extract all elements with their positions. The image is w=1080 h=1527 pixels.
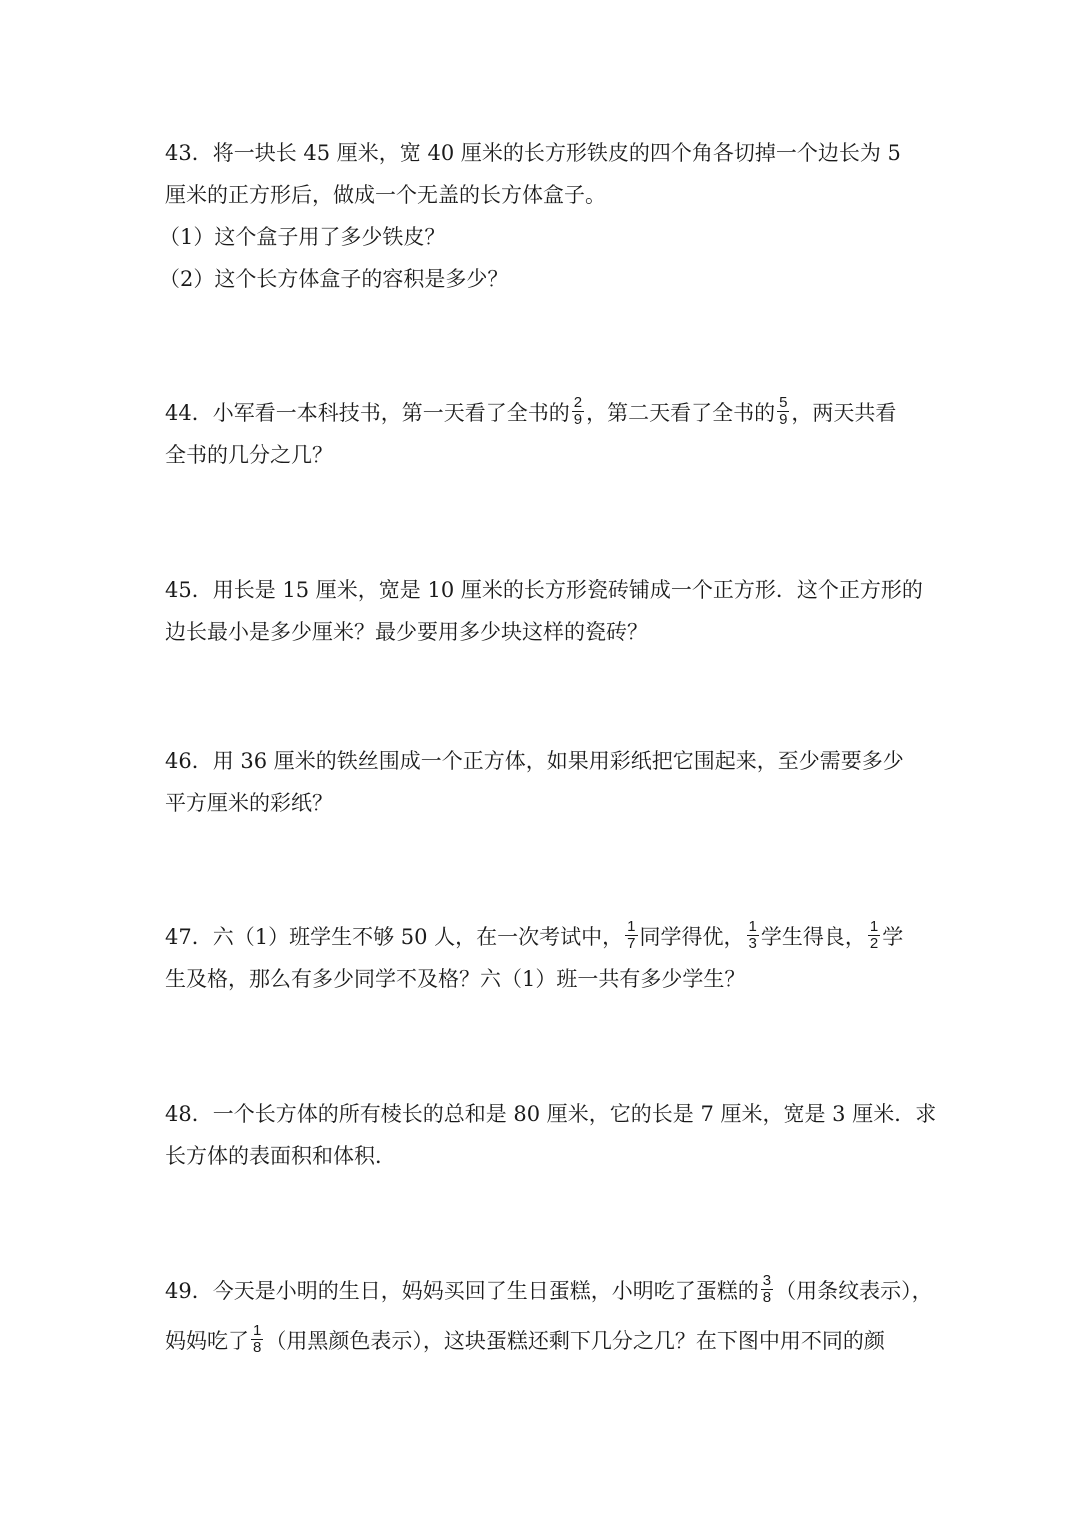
question-45-line-1: 45．用长是 15 厘米，宽是 10 厘米的长方形瓷砖铺成一个正方形．这个正方形的 xyxy=(165,578,923,602)
question-47-text-d: 学 xyxy=(882,925,904,949)
question-49-line-1 xyxy=(165,1270,933,1312)
question-44 xyxy=(165,392,925,476)
fraction-numerator: 5 xyxy=(779,394,788,411)
fraction-numerator: 1 xyxy=(627,918,636,935)
question-43 xyxy=(159,132,925,300)
question-44-line-1 xyxy=(165,392,925,434)
question-46-line-1: 46．用 36 厘米的铁丝围成一个正方体，如果用彩纸把它围起来，至少需要多少 xyxy=(165,749,904,773)
question-47-line-1 xyxy=(165,916,925,958)
question-43-sub-2: （2）这个长方体盒子的容积是多少？ xyxy=(159,267,509,291)
question-44-line-2: 全书的几分之几？ xyxy=(165,443,333,467)
fraction xyxy=(761,1273,773,1306)
question-44-text-a: 44．小军看一本科技书，第一天看了全书的 xyxy=(165,401,570,425)
fraction-denominator: 9 xyxy=(779,411,788,428)
fraction-denominator: 2 xyxy=(869,935,879,952)
fraction xyxy=(251,1323,263,1356)
fraction xyxy=(572,395,584,428)
fraction-denominator: 9 xyxy=(573,411,583,428)
question-45-line-2: 边长最小是多少厘米？最少要用多少块这样的瓷砖？ xyxy=(165,620,648,644)
question-47-line-2: 生及格，那么有多少同学不及格？六（1）班一共有多少学生？ xyxy=(165,967,746,991)
fraction-numerator: 1 xyxy=(869,918,879,935)
question-44-text-b: ，第二天看了全书的 xyxy=(586,401,776,425)
question-47-text-c: 学生得良， xyxy=(760,925,866,949)
question-49-line-2 xyxy=(165,1320,925,1362)
question-46 xyxy=(165,740,925,824)
question-43-line-2: 厘米的正方形后，做成一个无盖的长方体盒子。 xyxy=(165,183,606,207)
question-47 xyxy=(165,916,925,1000)
question-48-line-2: 长方体的表面积和体积． xyxy=(165,1144,396,1168)
question-49-text-b: （用条纹表示）， xyxy=(775,1279,933,1303)
fraction-numerator: 1 xyxy=(748,918,757,935)
fraction-numerator: 3 xyxy=(762,1272,772,1289)
question-49 xyxy=(165,1270,933,1362)
fraction xyxy=(625,919,637,952)
fraction-numerator: 1 xyxy=(253,1322,262,1339)
question-49-text-a: 49．今天是小明的生日，妈妈买回了生日蛋糕，小明吃了蛋糕的 xyxy=(165,1279,759,1303)
question-47-text-b: 同学得优， xyxy=(639,925,745,949)
fraction xyxy=(777,395,789,428)
question-49-text-d: （用黑颜色表示），这块蛋糕还剩下几分之几？在下图中用不同的颜 xyxy=(265,1329,885,1353)
question-45 xyxy=(165,569,925,653)
fraction-denominator: 8 xyxy=(762,1289,772,1306)
fraction-numerator: 2 xyxy=(573,394,583,411)
question-44-text-c: ，两天共看 xyxy=(791,401,897,425)
question-46-line-2: 平方厘米的彩纸？ xyxy=(165,791,333,815)
fraction-denominator: 8 xyxy=(253,1339,262,1356)
question-48 xyxy=(165,1093,937,1177)
question-49-text-c: 妈妈吃了 xyxy=(165,1329,249,1353)
question-48-line-1: 48．一个长方体的所有棱长的总和是 80 厘米，它的长是 7 厘米，宽是 3 厘米．求 xyxy=(165,1102,937,1126)
fraction-denominator: 7 xyxy=(627,935,636,952)
fraction xyxy=(747,919,759,952)
fraction xyxy=(868,919,880,952)
fraction-denominator: 3 xyxy=(748,935,757,952)
question-43-line-1: 43．将一块长 45 厘米，宽 40 厘米的长方形铁皮的四个角各切掉一个边长为 5 xyxy=(165,141,901,165)
question-47-text-a: 47．六（1）班学生不够 50 人，在一次考试中， xyxy=(165,925,624,949)
question-43-sub-1: （1）这个盒子用了多少铁皮？ xyxy=(159,225,446,249)
